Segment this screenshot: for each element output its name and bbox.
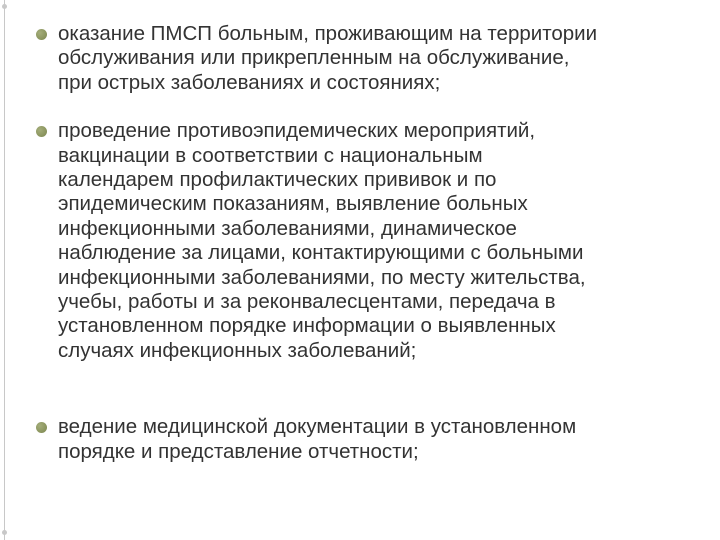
bullet-text-line: инфекционными заболеваниями, по месту жительства, bbox=[58, 265, 586, 289]
bullet-text-line: наблюдение за лицами, контактирующими с больными bbox=[58, 241, 584, 265]
bullet-item-epidemic-measures bbox=[36, 119, 706, 363]
left-edge-line bbox=[4, 0, 5, 540]
bullet-text-line: при острых заболеваниях и состояниях; bbox=[58, 70, 441, 94]
bullet-text-line: оказание ПМСП больным, проживающим на территории bbox=[58, 22, 598, 45]
bullet-text-line: установленном порядке информации о выявленных bbox=[58, 314, 556, 338]
bullet-dot-icon bbox=[36, 126, 47, 137]
bullet-text-line: календарем профилактических прививок и по bbox=[58, 168, 497, 192]
bullet-text-line: эпидемическим показаниям, выявление больных bbox=[58, 192, 528, 216]
bullet-text-line: обслуживания или прикрепленным на обслуживание, bbox=[58, 46, 570, 70]
bottom-edge-dot bbox=[2, 530, 7, 535]
bullet-item-primary-care bbox=[36, 22, 706, 95]
bullet-text-line: случаях инфекционных заболеваний; bbox=[58, 338, 417, 362]
bullet-text-line: проведение противоэпидемических мероприятий, bbox=[58, 119, 536, 143]
bullet-dot-icon bbox=[36, 422, 47, 433]
bullet-text-line: учебы, работы и за реконвалесцентами, передача в bbox=[58, 290, 556, 314]
bullet-item-documentation bbox=[36, 415, 706, 464]
bullet-list bbox=[36, 22, 706, 464]
bullet-text-line: ведение медицинской документации в установленном bbox=[58, 415, 577, 439]
bullet-dot-icon bbox=[36, 29, 47, 40]
bullet-text-line: вакцинации в соответствии с национальным bbox=[58, 143, 483, 167]
top-edge-dot bbox=[2, 4, 7, 9]
bullet-text-line: порядке и представление отчетности; bbox=[58, 439, 419, 463]
bullet-text-line: инфекционными заболеваниями, динамическое bbox=[58, 216, 517, 240]
